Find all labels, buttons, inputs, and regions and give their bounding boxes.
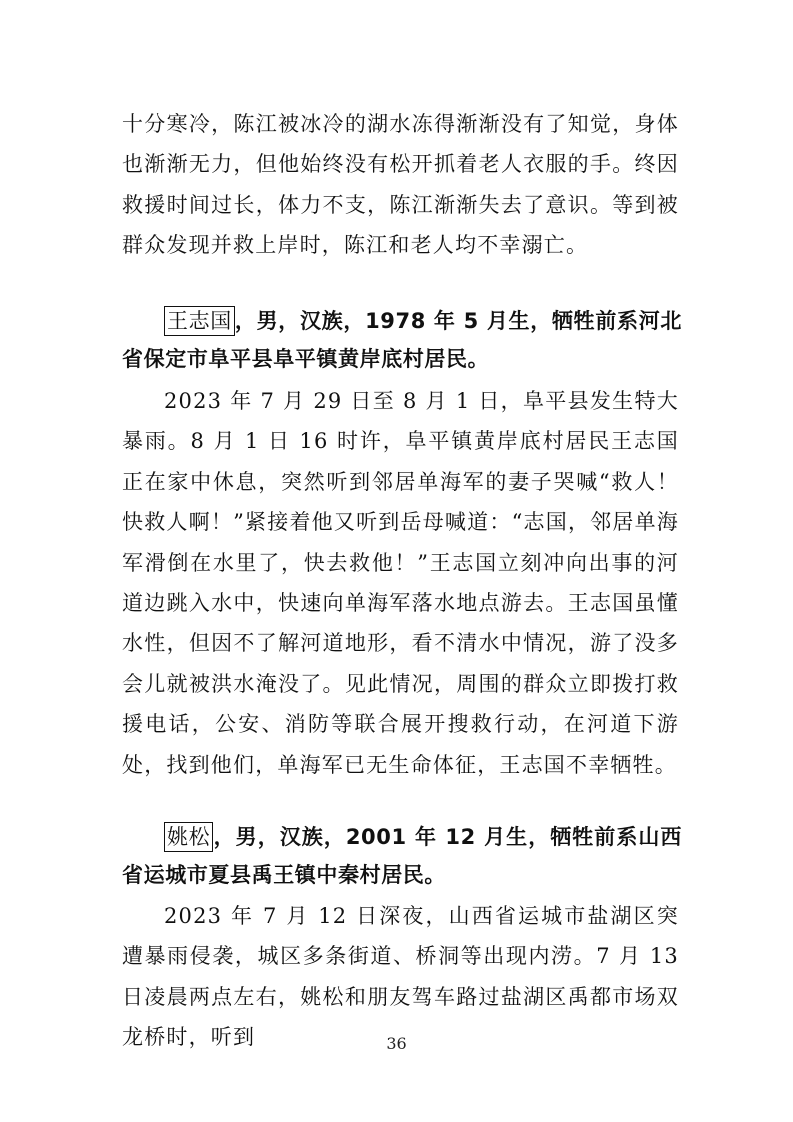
page-number: 36 (386, 1034, 407, 1053)
paragraph-wang-zhiguo-story: 2023 年 7 月 29 日至 8 月 1 日，阜平县发生特大暴雨。8 月 1 日 16 时许，阜平镇黄岸底村居民王志国正在家中休息，突然听到邻居单海军的妻子哭喊“救人！快救人啊！”紧接着他又听到岳母喊道：“志国，邻居单海军滑倒在水里了，快去救他！”王志国立刻冲向出事的河道边跳入水中，快速向单海军落水地点游去。王志国虽懂水性，但因不了解河道地形，看不清水中情况，游了没多会儿就被洪水淹没了。见此情况，周围的群众立即拨打救援电话，公安、消防等联合展开搜救行动，在河道下游处，找到他们，单海军已无生命体征，王志国不幸牺牲。 (122, 389, 679, 777)
section-heading-yao-song (122, 818, 682, 894)
section-heading-wang-zhiguo (122, 302, 682, 378)
section-heading-text: ，男，汉族，1978 年 5 月生，牺牲前系河北省保定市阜平县阜平镇黄岸底村居民。 (122, 309, 682, 371)
person-name-box: 姚松 (164, 822, 213, 852)
paragraph-yao-song-story: 2023 年 7 月 12 日深夜，山西省运城市盐湖区突遭暴雨侵袭，城区多条街道、桥洞等出现内涝。7 月 13 日凌晨两点左右，姚松和朋友驾车路过盐湖区禹都市场双龙桥时，听到 (122, 904, 679, 1050)
section-heading-text: ，男，汉族，2001 年 12 月生，牺牲前系山西省运城市夏县禹王镇中秦村居民。 (122, 825, 682, 887)
person-name-box: 王志国 (164, 306, 235, 336)
paragraph-chen-jiang-ending: 十分寒冷，陈江被冰冷的湖水冻得渐渐没有了知觉，身体也渐渐无力，但他始终没有松开抓着老人衣服的手。终因救援时间过长，体力不支，陈江渐渐失去了意识。等到被群众发现并救上岸时，陈江和老人均不幸溺亡。 (122, 112, 679, 258)
